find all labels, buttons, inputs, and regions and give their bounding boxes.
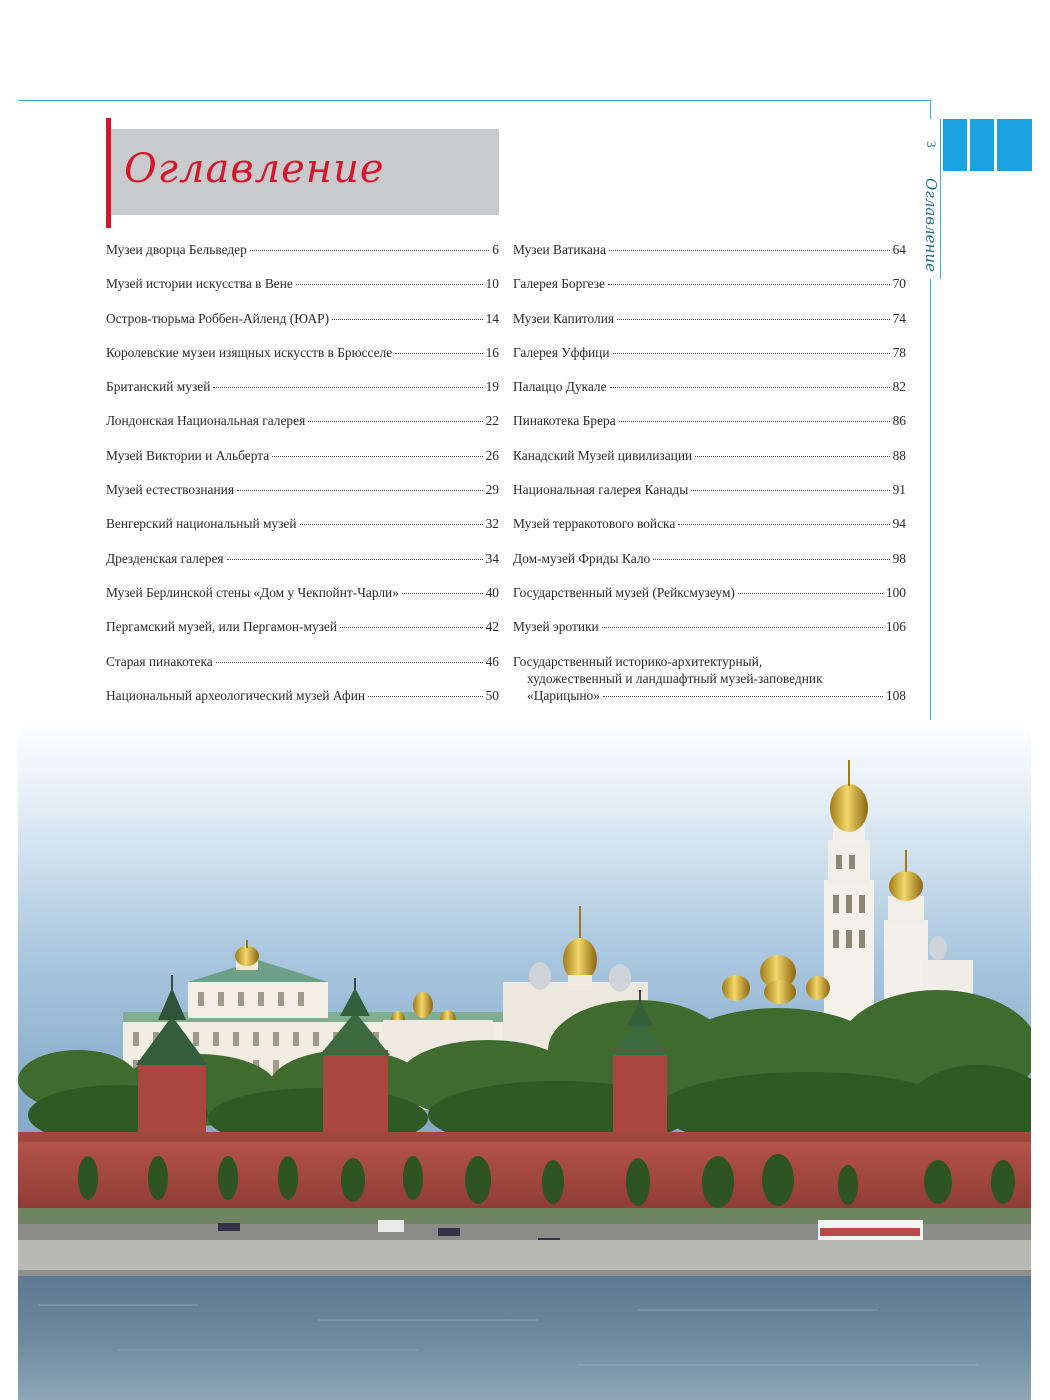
toc-leader-line <box>513 447 906 464</box>
toc-entry-page: 46 <box>485 653 499 669</box>
toc-entry-title: Музей естествознания <box>106 482 234 498</box>
toc-leader-line <box>513 275 906 292</box>
toc-dot-leader <box>691 490 889 491</box>
toc-entry-page: 50 <box>485 687 499 703</box>
tab-block <box>943 119 967 171</box>
toc-entry-page: 91 <box>892 482 906 498</box>
toc-leader-line <box>106 687 499 704</box>
toc-dot-leader <box>613 353 890 354</box>
toc-entry-title: Пинакотека Брера <box>513 413 616 429</box>
toc-leader-line <box>106 378 499 395</box>
toc-entry-title: Музей эротики <box>513 619 599 635</box>
toc-entry-title: Музей Виктории и Альберта <box>106 447 270 463</box>
toc-entry-title: Музей истории искусства в Вене <box>106 276 293 292</box>
toc-dot-leader <box>340 627 483 628</box>
toc-entry-page: 94 <box>892 516 906 532</box>
toc-entry[interactable] <box>106 275 499 292</box>
toc-entry-title: Галерея Уффици <box>513 344 610 360</box>
toc-dot-leader <box>250 250 490 251</box>
toc-entry[interactable] <box>106 515 499 532</box>
toc-dot-leader <box>402 593 483 594</box>
toc-dot-leader <box>678 524 889 525</box>
toc-entry-page: 29 <box>485 482 499 498</box>
toc-dot-leader <box>213 387 482 388</box>
toc-entry[interactable] <box>513 447 906 464</box>
toc-entry-page: 74 <box>892 310 906 326</box>
toc-leader-line <box>513 378 906 395</box>
toc-entry-page: 88 <box>892 447 906 463</box>
toc-dot-leader <box>368 696 483 697</box>
toc-entry-title: Остров-тюрьма Роббен-Айленд (ЮАР) <box>106 310 330 326</box>
toc-entry-page: 98 <box>892 550 906 566</box>
toc-entry-title: Музей Берлинской стены «Дом у Чекпойнт-Чарли» <box>106 584 399 600</box>
toc-entry[interactable] <box>106 653 499 670</box>
toc-leader-line <box>513 241 906 258</box>
toc-leader-line <box>513 687 906 704</box>
toc-entry[interactable] <box>106 550 499 567</box>
toc-entry-page: 64 <box>892 242 906 257</box>
toc-dot-leader <box>216 662 483 663</box>
toc-entry-page: 78 <box>892 344 906 360</box>
toc-entry-title: Музеи Капитолия <box>513 310 615 326</box>
toc-entry-title: Королевские музеи изящных искусств в Брюсселе <box>106 344 393 360</box>
toc-entry-page: 32 <box>485 516 499 532</box>
toc-entry-page: 14 <box>485 310 499 326</box>
toc-dot-leader <box>695 456 889 457</box>
toc-dot-leader <box>296 284 483 285</box>
toc-entry-page: 108 <box>885 687 906 703</box>
toc-leader-line <box>513 310 906 327</box>
toc-entry[interactable] <box>513 344 906 361</box>
toc-entry[interactable] <box>106 618 499 635</box>
toc-entry-title: Музеи Ватикана <box>513 242 606 257</box>
toc-dot-leader <box>609 250 890 251</box>
toc-dot-leader <box>237 490 483 491</box>
toc-dot-leader <box>308 421 482 422</box>
toc-entry-page: 34 <box>485 550 499 566</box>
toc-dot-leader <box>653 559 889 560</box>
toc-dot-leader <box>608 284 890 285</box>
toc-entry[interactable] <box>513 275 906 292</box>
toc-entry-page: 100 <box>885 584 906 600</box>
toc-leader-line <box>106 618 499 635</box>
page-number: 3 <box>924 140 939 148</box>
tab-block <box>970 119 994 171</box>
toc-entry[interactable] <box>106 310 499 327</box>
toc-dot-leader <box>227 559 483 560</box>
toc-dot-leader <box>395 353 482 354</box>
toc-entry-title: «Царицыно» <box>527 687 600 703</box>
toc-entry-page: 19 <box>485 379 499 395</box>
tab-block <box>997 119 1032 171</box>
toc-leader-line <box>106 412 499 429</box>
toc-entry-page: 16 <box>485 344 499 360</box>
toc-entry[interactable] <box>513 584 906 601</box>
toc-entry[interactable] <box>513 378 906 395</box>
toc-entry-title: Галерея Боргезе <box>513 276 605 292</box>
toc-leader-line <box>513 515 906 532</box>
toc-entry[interactable] <box>513 412 906 429</box>
toc-entry[interactable] <box>513 241 906 258</box>
toc-leader-line <box>513 412 906 429</box>
toc-entry[interactable] <box>106 687 499 704</box>
toc-leader-line <box>513 584 906 601</box>
toc-dot-leader <box>619 421 890 422</box>
page-title: Оглавление <box>124 146 385 192</box>
toc-leader-line <box>106 241 499 258</box>
toc-leader-line <box>106 653 499 670</box>
toc-dot-leader <box>610 387 890 388</box>
toc-entry-title: Лондонская Национальная галерея <box>106 413 306 429</box>
toc-entry-page: 82 <box>892 379 906 395</box>
toc-leader-line <box>513 618 906 635</box>
toc-entry-title-line: Государственный историко-архитектурный, <box>513 653 763 669</box>
toc-leader-line <box>513 550 906 567</box>
toc-entry[interactable] <box>513 481 906 498</box>
toc-entry-title: Канадский Музей цивилизации <box>513 447 693 463</box>
toc-entry[interactable] <box>106 584 499 601</box>
toc-entry-title: Палаццо Дукале <box>513 379 607 395</box>
toc-dot-leader <box>332 319 483 320</box>
toc-leader-line <box>106 515 499 532</box>
toc-entry-page: 106 <box>885 619 906 635</box>
toc-entry-title: Венгерский национальный музей <box>106 516 297 532</box>
toc-dot-leader <box>603 696 883 697</box>
toc-entry[interactable] <box>106 378 499 395</box>
toc-dot-leader <box>300 524 483 525</box>
toc-entry[interactable] <box>106 344 499 361</box>
toc-entry[interactable] <box>513 618 906 635</box>
toc-entry-page: 40 <box>485 584 499 600</box>
toc-entry-title: Дом-музей Фриды Кало <box>513 550 651 566</box>
toc-leader-line <box>106 447 499 464</box>
kremlin-photo <box>18 720 1031 1400</box>
toc-entry[interactable] <box>106 447 499 464</box>
toc-entry-page: 26 <box>485 447 499 463</box>
toc-entry-page: 6 <box>492 242 499 257</box>
toc-entry-title: Музей терракотового войска <box>513 516 676 532</box>
toc-dot-leader <box>617 319 890 320</box>
toc-entry[interactable] <box>106 241 499 258</box>
toc-leader-line <box>106 481 499 498</box>
toc-entry[interactable] <box>513 310 906 327</box>
toc-entry[interactable] <box>106 412 499 429</box>
toc-entry-title: Пергамский музей, или Пергамон-музей <box>106 619 338 635</box>
toc-leader-line <box>106 550 499 567</box>
toc-entry-page: 86 <box>892 413 906 429</box>
toc-leader-line <box>106 310 499 327</box>
toc-leader-line <box>106 584 499 601</box>
toc-entry-title-line: художественный и ландшафтный музей-заповедник <box>527 670 823 686</box>
toc-entry-title: Государственный музей (Рейксмузеум) <box>513 584 735 600</box>
toc-leader-line <box>513 344 906 361</box>
toc-entry[interactable] <box>513 653 906 704</box>
section-tab-label: Оглавление <box>922 178 940 272</box>
top-rule <box>18 100 930 101</box>
toc-entry-title: Национальная галерея Канады <box>513 482 689 498</box>
toc-dot-leader <box>272 456 482 457</box>
toc-leader-line <box>106 275 499 292</box>
toc-dot-leader <box>602 627 883 628</box>
toc-entry-title: Старая пинакотека <box>106 653 213 669</box>
toc-entry-page: 22 <box>485 413 499 429</box>
toc-entry-page: 10 <box>485 276 499 292</box>
toc-entry-page: 70 <box>892 276 906 292</box>
toc-entry[interactable] <box>513 550 906 567</box>
toc-dot-leader <box>738 593 883 594</box>
toc-entry-title: Дрезденская галерея <box>106 550 224 566</box>
toc-entry-title: Музеи дворца Бельведер <box>106 242 247 257</box>
toc-entry-page: 42 <box>485 619 499 635</box>
toc-entry-title: Британский музей <box>106 379 211 395</box>
toc-entry[interactable] <box>513 515 906 532</box>
toc-entry[interactable] <box>106 481 499 498</box>
toc-leader-line <box>106 344 499 361</box>
toc-leader-line <box>513 481 906 498</box>
toc-entry-title: Национальный археологический музей Афин <box>106 687 366 703</box>
